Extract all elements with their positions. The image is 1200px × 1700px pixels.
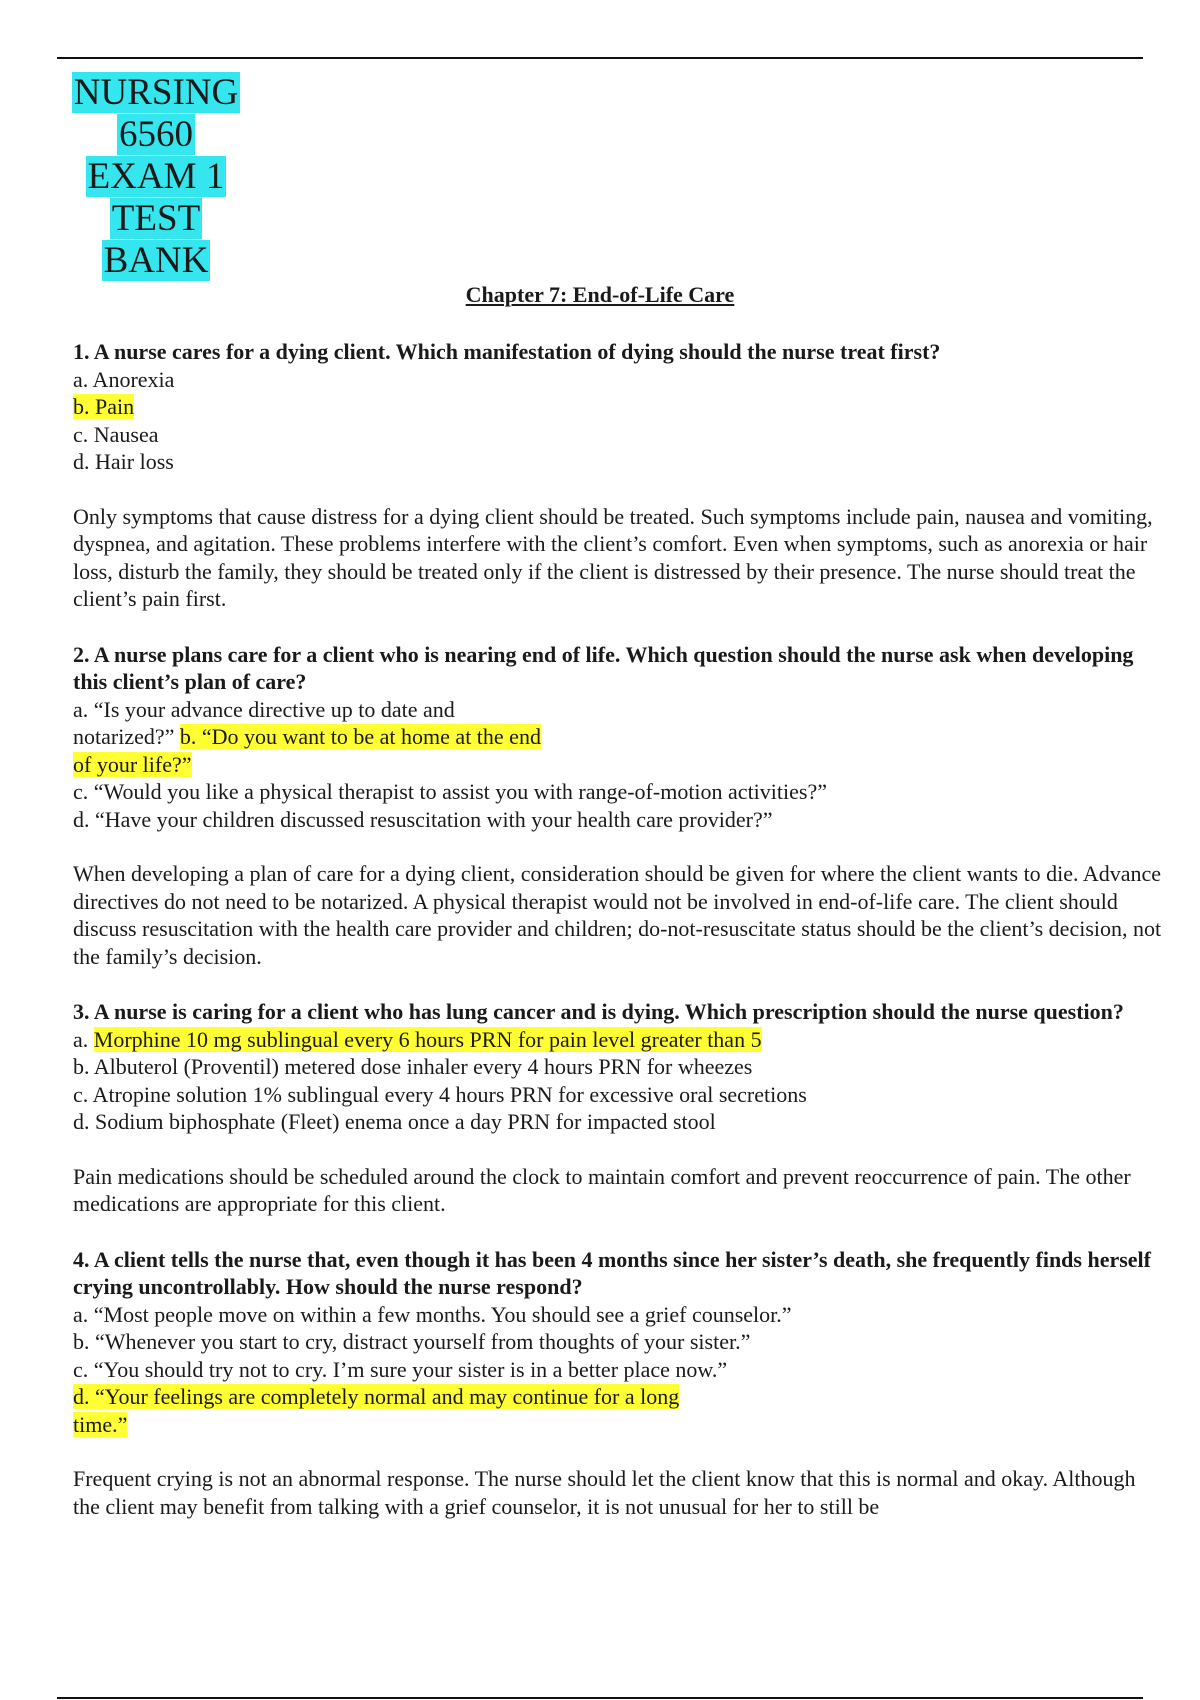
option-d: d. Sodium biphosphate (Fleet) enema once a day PRN for impacted stool [73,1109,716,1134]
question-4 [73,1246,1163,1521]
question-stem: 1. A nurse cares for a dying client. Which manifestation of dying should the nurse treat first? [73,339,941,364]
option-a: a. “Is your advance directive up to date and [73,696,455,722]
option-d-correct: d. “Your feelings are completely normal and may continue for a long [73,1384,680,1409]
document-title [66,72,246,282]
chapter-heading: Chapter 7: End-of-Life Care [465,282,735,307]
option-c: c. “You should try not to cry. I’m sure your sister is in a better place now.” [73,1356,728,1382]
title-line: TEST [111,198,201,239]
question-2 [73,641,1163,971]
option-b-correct: b. Pain [73,394,135,419]
rationale: When developing a plan of care for a dying client, consideration should be given for where the client wants to die. Advance directives do not need to be notarized. A physical therapist would not be involved in end-of-life care. The client should discuss resuscitation with the health care provider and children; do-not-resuscitate status should be the client’s decision, not the family’s decision. [73,861,1162,969]
title-line: NURSING [73,72,239,113]
question-3 [73,998,1163,1218]
option-a-cont-b-correct: notarized?” b. “Do you want to be at home at the end [73,724,541,749]
option-b: b. “Whenever you start to cry, distract yourself from thoughts of your sister.” [73,1329,751,1354]
option-c: c. Nausea [73,421,159,447]
option-a: a. Anorexia [73,366,175,392]
question-stem: 3. A nurse is caring for a client who has lung cancer and is dying. Which prescription should the nurse question? [73,999,1124,1024]
option-d-correct-cont: time.” [73,1411,128,1437]
top-rule [57,57,1143,59]
title-line: EXAM 1 [87,156,225,197]
rationale: Frequent crying is not an abnormal response. The nurse should let the client know that this is normal and okay. Although the client may benefit from talking with a grief counselor, it is not unusual for her to still be [73,1466,1136,1519]
option-d: d. Hair loss [73,449,174,474]
rationale: Only symptoms that cause distress for a dying client should be treated. Such symptoms include pain, nausea and vomiting, dyspnea, and agitation. These problems interfere with the client’s comfort. Even when symptoms, such as anorexia or hair loss, disturb the family, they should be treated only if the client is distressed by their presence. The nurse should treat the client’s pain first. [73,503,1153,611]
option-a-correct: a. Morphine 10 mg sublingual every 6 hours PRN for pain level greater than 5 [73,1026,762,1052]
bottom-rule [57,1697,1143,1699]
title-line: BANK [103,240,209,281]
question-1 [73,338,1163,613]
rationale: Pain medications should be scheduled around the clock to maintain comfort and prevent reoccurrence of pain. The other medications are appropriate for this client. [73,1163,1131,1216]
option-c: c. Atropine solution 1% sublingual every 4 hours PRN for excessive oral secretions [73,1081,807,1107]
option-c: c. “Would you like a physical therapist to assist you with range-of-motion activities?” [73,779,827,804]
question-list [73,338,1163,1548]
option-b-correct-cont: of your life?” [73,751,192,777]
option-a: a. “Most people move on within a few months. You should see a grief counselor.” [73,1301,792,1327]
option-b: b. Albuterol (Proventil) metered dose inhaler every 4 hours PRN for wheezes [73,1054,753,1079]
question-stem: 2. A nurse plans care for a client who is nearing end of life. Which question should the nurse ask when developing this client’s plan of care? [73,641,1134,694]
question-stem: 4. A client tells the nurse that, even though it has been 4 months since her sister’s death, she frequently finds herself crying uncontrollably. How should the nurse respond? [73,1246,1151,1299]
title-line: 6560 [119,114,193,155]
option-d: d. “Have your children discussed resuscitation with your health care provider?” [73,806,773,832]
